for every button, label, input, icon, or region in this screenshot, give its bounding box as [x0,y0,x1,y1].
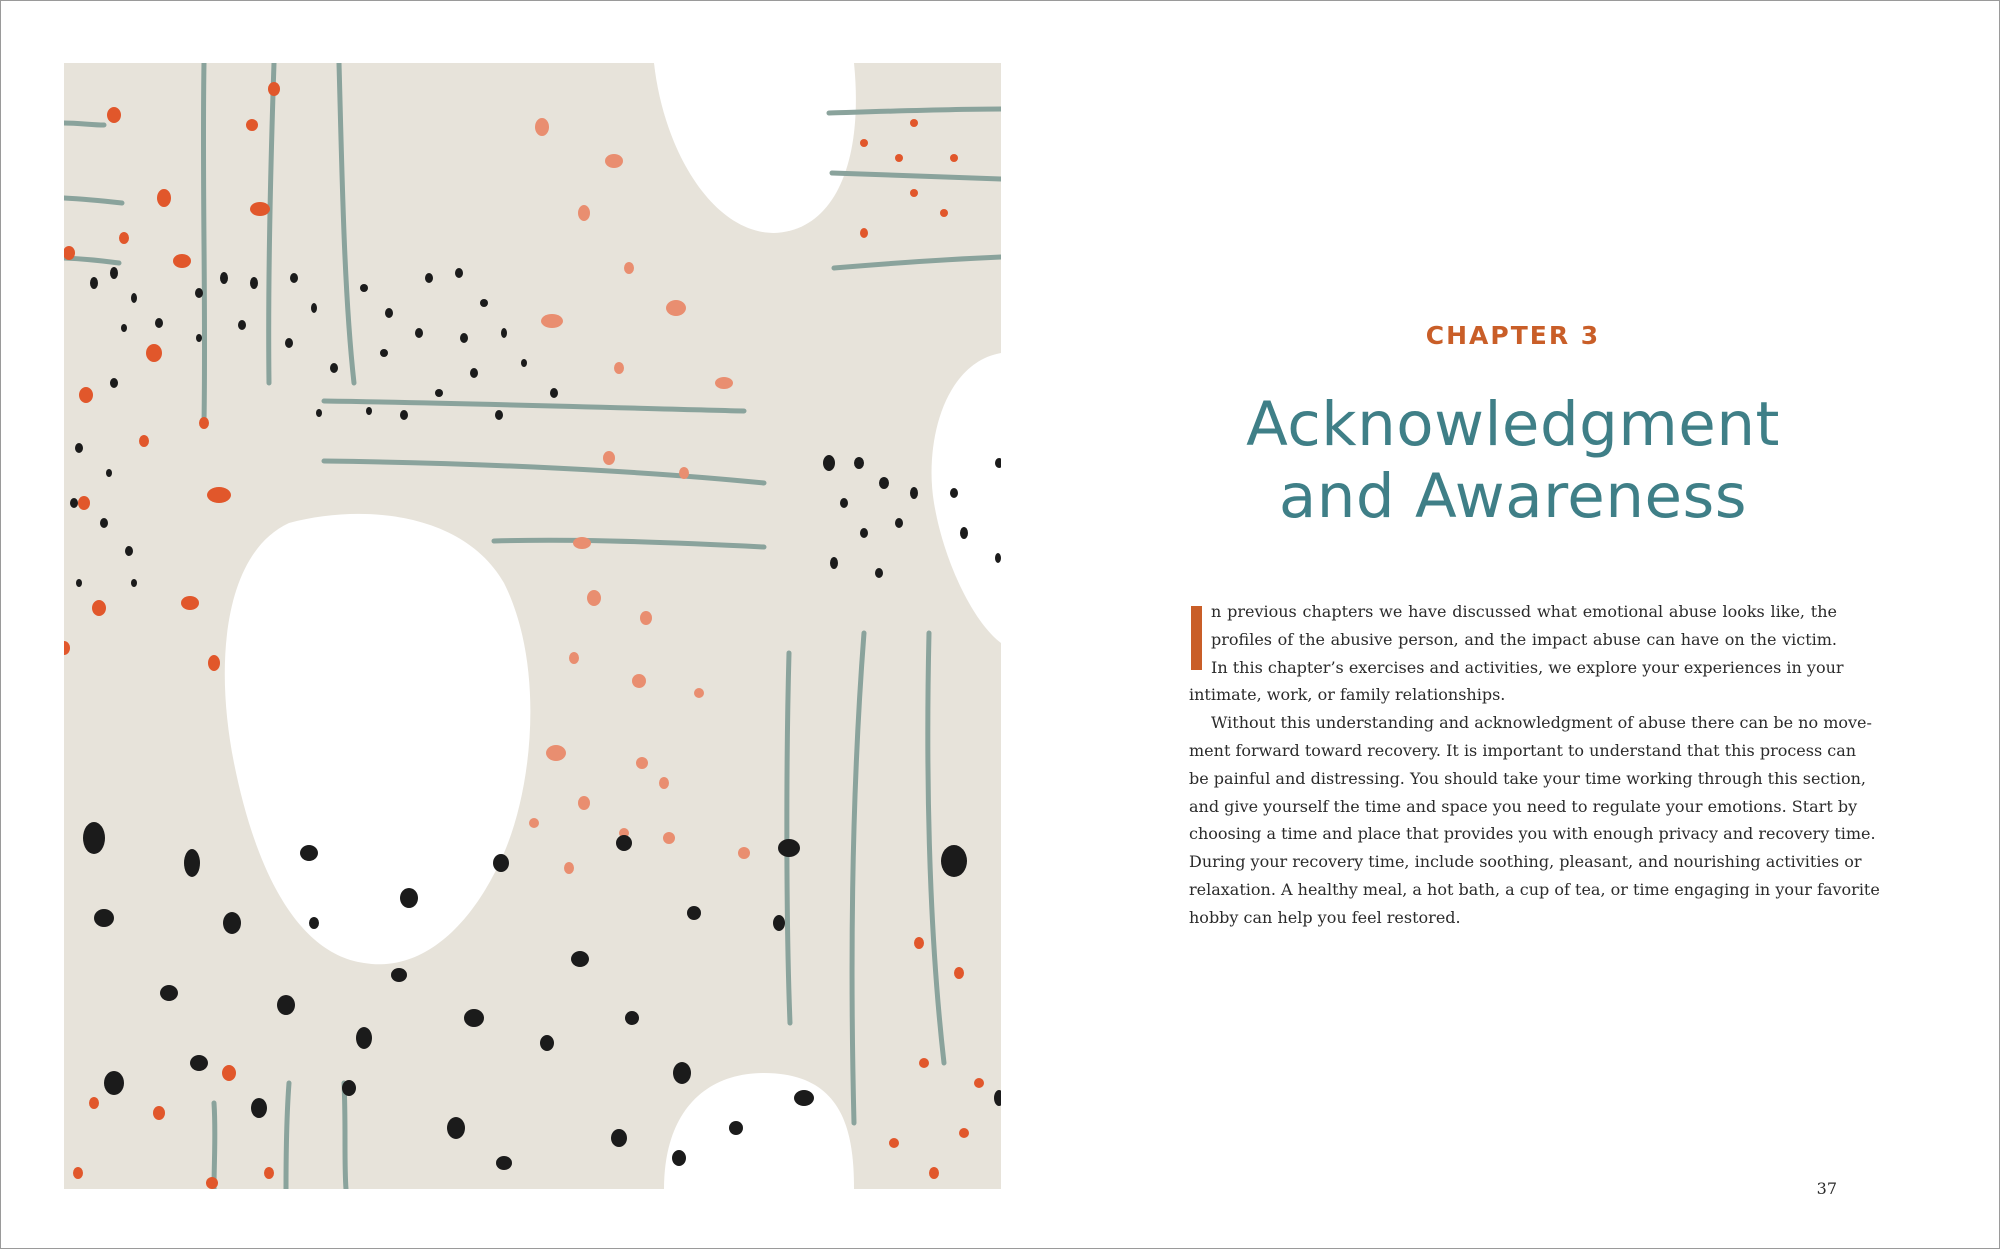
text-line: Without this understanding and acknowledgment of abuse there can be no move- [1211,713,1872,733]
chapter-title [1159,389,1867,533]
text-line: be painful and distressing. You should take your time working through this section, [1189,768,1867,788]
text-line: profiles of the abusive person, and the impact abuse can have on the victim. [1211,629,1837,649]
text-line: n previous chapters we have discussed what emotional abuse looks like, the [1211,602,1837,621]
chapter-page [1189,1,1880,1249]
text-line: ment forward toward recovery. It is important to understand that this process can [1189,740,1857,760]
paragraph-recovery [1189,709,1880,931]
text-line: choosing a time and place that provides you with enough privacy and recovery time. [1189,824,1876,844]
text-line: During your recovery time, include soothing, pleasant, and nourishing activities or [1189,852,1862,872]
decorative-illustration [64,63,1001,1189]
chapter-label: CHAPTER 3 [1425,321,1601,350]
text-line: relaxation. A healthy meal, a hot bath, a cup of tea, or time engaging in your favorite [1189,879,1880,899]
chapter-title-line-2: and Awareness [1278,461,1748,532]
page-number: 37 [1816,1179,1837,1198]
drop-cap-bar [1191,606,1202,670]
abstract-pattern-artwork [64,63,1001,1189]
chapter-title-line-1: Acknowledgment [1246,389,1780,460]
chapter-body-text [1189,598,1880,932]
text-line: and give yourself the time and space you need to regulate your emotions. Start by [1189,796,1858,816]
text-line: intimate, work, or family relationships. [1189,685,1506,705]
text-line: In this chapter’s exercises and activities, we explore your experiences in your [1211,657,1844,677]
paragraph-intro [1189,598,1844,709]
text-line: hobby can help you feel restored. [1189,907,1461,927]
